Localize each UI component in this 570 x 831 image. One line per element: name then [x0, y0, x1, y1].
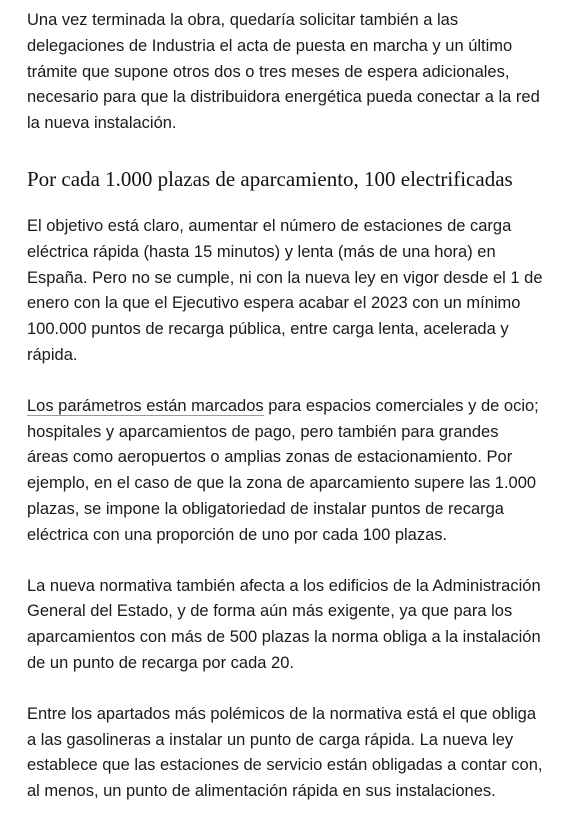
- article-paragraph: Una vez terminada la obra, quedaría solicitar también a las delegaciones de Industria el acta de puesta en marcha y un último trámite que supone otros dos o tres meses de espera adicionales, necesario para que la distribuidora energética pueda conectar a la red la nueva instalación.: [27, 11, 540, 133]
- article-paragraph: Entre los apartados más polémicos de la normativa está el que obliga a las gasolineras a instalar un punto de carga rápida. La nueva ley establece que las estaciones de servicio están obligadas a contar con, al menos, un punto de alimentación rápida en sus instalaciones.: [27, 704, 543, 801]
- article-paragraph: La nueva normativa también afecta a los edificios de la Administración General del Estado, y de forma aún más exigente, ya que para los aparcamientos con más de 500 plazas la norma obliga a la instalación de un punto de recarga por cada 20.: [27, 576, 541, 672]
- section-heading: Por cada 1.000 plazas de aparcamiento, 100 electrificadas: [27, 166, 513, 191]
- article-paragraph: El objetivo está claro, aumentar el número de estaciones de carga eléctrica rápida (hasta 15 minutos) y lenta (más de una hora) en España. Pero no se cumple, ni con la nueva ley en vigor desde el 1 de enero con la que el Ejecutivo espera acabar el 2023 con un mínimo 100.000 puntos de recarga pública, entre carga lenta, acelerada y rápida.: [27, 216, 543, 364]
- article-paragraph: [27, 394, 543, 549]
- paragraph-text: para espacios comerciales y de ocio; hospitales y aparcamientos de pago, pero también para grandes áreas como aeropuertos o amplias zonas de estacionamiento. Por ejemplo, en el caso de que la zona de aparcamiento supere las 1.000 plazas, se impone la obligatoriedad de instalar puntos de recarga eléctrica con una proporción de uno por cada 100 plazas.: [27, 396, 539, 544]
- article-body: [27, 8, 543, 830]
- parametros-link[interactable]: Los parámetros están marcados: [27, 396, 264, 415]
